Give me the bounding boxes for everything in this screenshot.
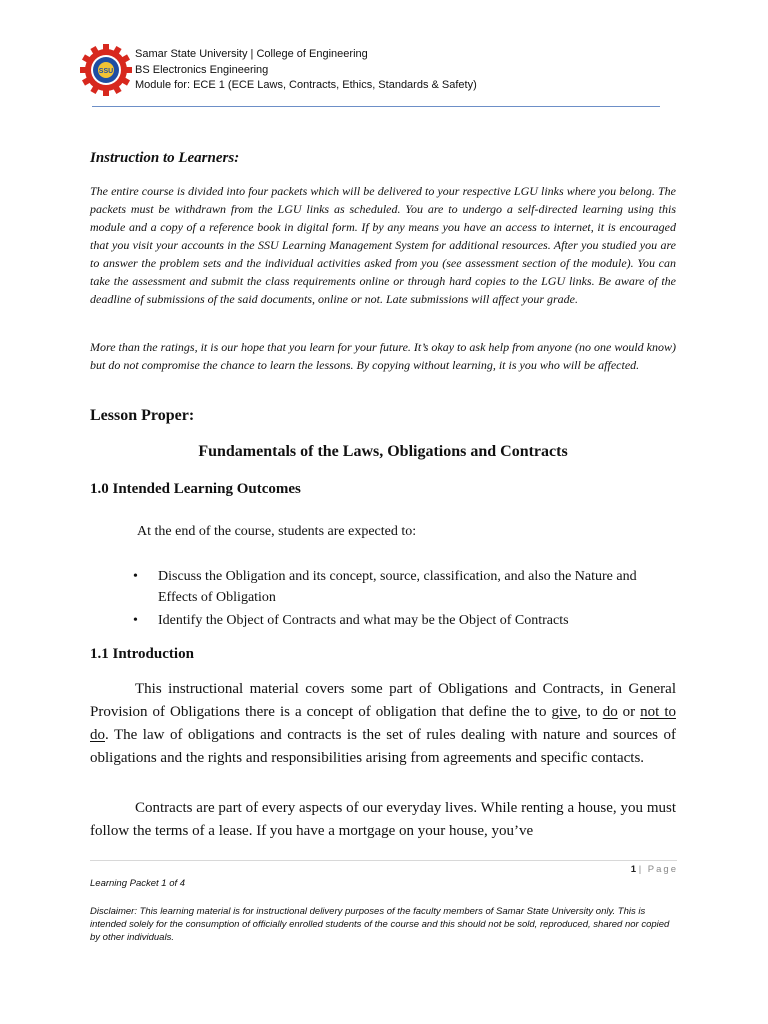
document-header <box>135 47 477 94</box>
underlined-not-to-do: not to do <box>90 704 676 743</box>
underlined-do: do <box>602 704 618 720</box>
ilo-list <box>90 566 676 633</box>
packet-label: Learning Packet 1 of 4 <box>90 878 186 889</box>
intro-text-a: This instructional material covers some part of Obligations and Contracts, in General Provision of Obligations there is a concept of obligation that define the to <box>90 681 676 720</box>
university-logo <box>80 44 132 96</box>
lesson-proper-heading: Lesson Proper: <box>90 407 195 424</box>
ilo-bullet-1: Discuss the Obligation and its concept, source, classification, and also the Nature and Effects of Obligation <box>158 569 637 605</box>
page-number-value: 1 <box>630 864 637 875</box>
header-module: Module for: ECE 1 (ECE Laws, Contracts, Ethics, Standards & Safety) <box>135 79 477 91</box>
logo-text: SSU <box>98 68 114 75</box>
page-number <box>560 864 678 875</box>
instruction-paragraph-2: More than the ratings, it is our hope that you learn for your future. It’s okay to ask help from anyone (no one would know) but do not compromise the chance to learn the lessons. By copying without learning, it is you who will be affected. <box>90 340 676 372</box>
list-item <box>90 566 676 608</box>
underlined-give: give <box>551 704 578 720</box>
header-university: Samar State University | College of Engineering <box>135 48 368 60</box>
intro-paragraph-1 <box>90 678 676 770</box>
instruction-paragraph-1: The entire course is divided into four packets which will be delivered to your respective LGU links where you belong. The packets must be withdrawn from the LGU links as scheduled. You are to undergo a self-directed learning using this module and a copy of a reference book in digital form. If by any means you have an access to internet, it is encouraged that you visit your accounts in the SSU Learning Management System for additional resources. After you studied you are to answer the problem sets and the individual activities asked from you (see assessment section of the module). You can take the assessment and submit the class requirements online or through hard copies to the LGU links. Be aware of the deadline of submissions of the said documents, online or not. Late submissions will affect your grade. <box>90 184 676 306</box>
list-item <box>90 610 676 631</box>
disclaimer: Disclaimer: This learning material is for instructional delivery purposes of the faculty members of Samar State University only. This is intended solely for the consumption of officially enrolled students of the course and this should not be sold, reproduced, shared nor copied by other individuals. <box>90 906 670 943</box>
intro-heading: 1.1 Introduction <box>90 646 194 662</box>
ilo-heading: 1.0 Intended Learning Outcomes <box>90 481 301 497</box>
footer-divider <box>90 860 677 861</box>
page-label: | Page <box>638 864 678 875</box>
header-divider <box>92 106 660 107</box>
ilo-lead: At the end of the course, students are expected to: <box>137 524 417 539</box>
instruction-title: Instruction to Learners: <box>90 150 240 166</box>
intro-text-b: , to <box>577 704 603 720</box>
lesson-title: Fundamentals of the Laws, Obligations and Contracts <box>198 443 568 460</box>
bullet-icon: • <box>133 613 138 628</box>
ilo-bullet-2: Identify the Object of Contracts and what may be the Object of Contracts <box>158 613 569 628</box>
header-program: BS Electronics Engineering <box>135 63 269 76</box>
intro-text-c: or <box>617 704 641 720</box>
bullet-icon: • <box>133 569 138 584</box>
intro-paragraph-2: Contracts are part of every aspects of our everyday lives. While renting a house, you must follow the terms of a lease. If you have a mortgage on your house, you’ve <box>90 800 676 839</box>
intro-text-d: . The law of obligations and contracts is the set of rules dealing with nature and sources of obligations and the rights and responsibilities arising from agreements and specific contacts. <box>90 727 676 766</box>
